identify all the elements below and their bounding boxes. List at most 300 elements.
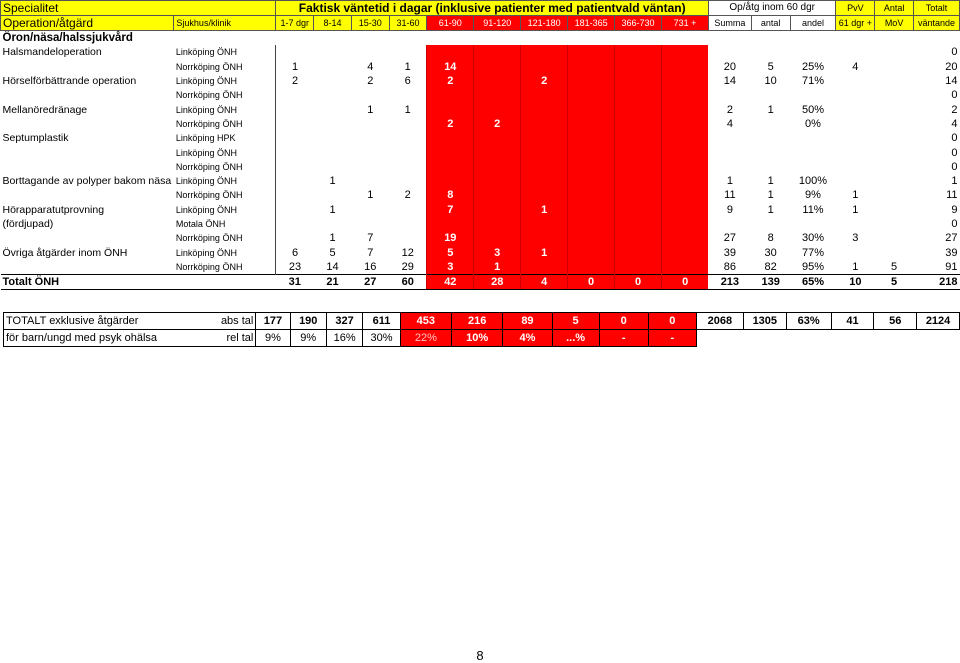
table-cell xyxy=(836,174,875,188)
table-cell xyxy=(708,45,751,59)
table-cell xyxy=(836,245,875,259)
table-cell xyxy=(615,245,662,259)
table-cell xyxy=(389,174,427,188)
summary-abs-cell: 216 xyxy=(452,313,503,330)
table-cell xyxy=(521,117,568,131)
table-cell xyxy=(568,160,615,174)
table-cell: 0% xyxy=(805,117,821,130)
table-cell: 10 xyxy=(764,75,777,88)
summary-abs-label: abs tal xyxy=(190,313,256,330)
table-cell xyxy=(615,88,662,102)
table-cell: 1 xyxy=(474,260,521,275)
summary-abs-cell: 63% xyxy=(786,313,831,330)
table-cell xyxy=(661,174,708,188)
table-cell xyxy=(708,160,751,174)
operation-name: Hörselförbättrande operation xyxy=(2,75,137,88)
table-cell xyxy=(661,145,708,159)
summary-abs-cell: 1305 xyxy=(743,313,786,330)
summary-abs-cell: 0 xyxy=(648,313,696,330)
table-cell xyxy=(314,188,352,202)
table-cell xyxy=(568,245,615,259)
table-cell: 39 xyxy=(945,246,958,259)
summary-rel-cell: - xyxy=(648,330,696,347)
table-cell xyxy=(351,203,389,217)
summary-abs-cell: 89 xyxy=(503,313,552,330)
table-cell: 20 xyxy=(945,60,958,73)
table-cell xyxy=(751,217,790,231)
table-cell xyxy=(474,203,521,217)
summary-line1: TOTALT exklusive åtgärder xyxy=(4,313,190,330)
table-cell xyxy=(351,160,389,174)
table-cell: 30% xyxy=(801,232,825,245)
table-cell xyxy=(427,145,474,159)
table-cell: 2 xyxy=(521,74,568,88)
table-cell xyxy=(615,217,662,231)
table-cell: 14 xyxy=(945,75,958,88)
summary-abs-cell: 2068 xyxy=(696,313,743,330)
table-cell xyxy=(276,117,314,131)
header-col: 181-365 xyxy=(568,16,615,31)
header-col: 1-7 dgr xyxy=(276,16,314,31)
table-cell: 16 xyxy=(364,260,377,273)
table-cell xyxy=(427,102,474,116)
empty-cell xyxy=(743,330,786,347)
operation-name xyxy=(1,117,174,131)
table-cell xyxy=(661,245,708,259)
table-cell xyxy=(875,74,914,88)
header-col: 61-90 xyxy=(427,16,474,31)
table-cell: 5 xyxy=(427,245,474,259)
table-cell xyxy=(661,60,708,74)
table-cell: 25% xyxy=(801,60,825,73)
table-cell: 1 xyxy=(767,203,774,216)
table-cell xyxy=(875,131,914,145)
operation-name xyxy=(1,88,174,102)
table-cell xyxy=(875,188,914,202)
table-row xyxy=(1,245,960,259)
summary-abs-cell: 2124 xyxy=(917,313,960,330)
header-col: 366-730 xyxy=(615,16,662,31)
table-cell xyxy=(615,188,662,202)
operation-name: Hörapparatutprovning xyxy=(2,203,105,216)
table-cell xyxy=(661,231,708,245)
table-cell xyxy=(836,145,875,159)
table-cell xyxy=(314,217,352,231)
table-cell: 0 xyxy=(951,218,958,230)
table-cell xyxy=(474,88,521,102)
table-cell: 2 xyxy=(276,74,314,88)
table-cell xyxy=(389,203,427,217)
table-cell: 1 xyxy=(852,203,859,216)
header-col: 91-120 xyxy=(474,16,521,31)
summary-abs-cell: 177 xyxy=(256,313,290,330)
table-cell: 1 xyxy=(852,189,859,202)
table-cell: 1 xyxy=(726,175,733,188)
table-row xyxy=(1,145,960,159)
total-cell: 21 xyxy=(314,275,352,290)
summary-rel-cell: ...% xyxy=(552,330,599,347)
table-cell xyxy=(875,231,914,245)
table-cell: 5 xyxy=(891,260,898,273)
clinic-name: Linköping HPK xyxy=(175,133,236,144)
table-cell xyxy=(314,160,352,174)
table-cell xyxy=(568,260,615,275)
table-cell xyxy=(521,174,568,188)
summary-rel-cell: 9% xyxy=(256,330,290,347)
table-cell xyxy=(521,188,568,202)
table-cell: 82 xyxy=(764,260,777,273)
operation-name: Övriga åtgärder inom ÖNH xyxy=(2,246,128,259)
clinic-name: Norrköping ÖNH xyxy=(175,190,243,201)
table-cell xyxy=(276,145,314,159)
header-opatg: Op/åtg inom 60 dgr xyxy=(708,1,836,16)
table-cell xyxy=(615,60,662,74)
table-cell xyxy=(474,131,521,145)
table-cell: 1 xyxy=(367,103,374,116)
table-cell xyxy=(521,260,568,275)
table-cell: 7 xyxy=(367,232,374,245)
empty-cell xyxy=(874,330,917,347)
table-cell xyxy=(389,117,427,131)
table-cell: 1 xyxy=(329,175,336,188)
table-cell xyxy=(568,217,615,231)
table-row xyxy=(1,45,960,59)
total-cell: 4 xyxy=(521,275,568,290)
table-cell xyxy=(661,160,708,174)
total-cell: 139 xyxy=(751,275,790,290)
table-cell xyxy=(568,145,615,159)
table-cell xyxy=(389,160,427,174)
table-cell xyxy=(751,160,790,174)
total-cell: 0 xyxy=(615,275,662,290)
table-cell: 1 xyxy=(329,232,336,245)
table-cell xyxy=(276,174,314,188)
header-col: 61 dgr + xyxy=(836,16,875,31)
table-cell xyxy=(790,145,836,159)
table-cell xyxy=(427,45,474,59)
table-cell xyxy=(521,60,568,74)
table-cell xyxy=(521,45,568,59)
table-cell xyxy=(875,245,914,259)
total-cell: 27 xyxy=(351,275,389,290)
table-cell xyxy=(276,231,314,245)
table-cell xyxy=(615,45,662,59)
table-cell: 27 xyxy=(723,232,736,245)
clinic-name: Linköping ÖNH xyxy=(175,147,237,158)
table-cell xyxy=(521,102,568,116)
table-cell: 1 xyxy=(852,260,859,273)
table-cell xyxy=(751,145,790,159)
summary-abs-cell: 190 xyxy=(290,313,326,330)
total-row xyxy=(1,275,960,290)
table-row xyxy=(1,117,960,131)
clinic-name: Linköping ÖNH xyxy=(175,176,237,187)
total-cell: 5 xyxy=(875,275,914,290)
table-cell xyxy=(790,45,836,59)
table-cell xyxy=(521,217,568,231)
table-cell xyxy=(314,45,352,59)
table-cell xyxy=(521,231,568,245)
table-cell xyxy=(568,74,615,88)
table-cell xyxy=(568,60,615,74)
table-cell xyxy=(389,231,427,245)
table-cell xyxy=(474,60,521,74)
clinic-name: Norrköping ÖNH xyxy=(175,161,243,172)
table-cell xyxy=(875,117,914,131)
total-cell: 218 xyxy=(913,275,959,290)
table-row xyxy=(1,74,960,88)
empty-cell xyxy=(786,330,831,347)
table-cell: 4 xyxy=(367,60,374,73)
summary-abs-row xyxy=(4,313,960,330)
empty-cell xyxy=(696,330,743,347)
operation-name xyxy=(1,188,174,202)
table-cell xyxy=(389,88,427,102)
header-col: 731 + xyxy=(661,16,708,31)
table-cell: 2 xyxy=(726,103,733,116)
table-cell xyxy=(615,174,662,188)
table-cell: 23 xyxy=(276,260,314,275)
table-cell xyxy=(661,131,708,145)
table-row xyxy=(1,188,960,202)
total-cell: 65% xyxy=(790,275,836,290)
table-cell xyxy=(276,217,314,231)
table-cell: 2 xyxy=(404,189,411,202)
table-cell xyxy=(427,217,474,231)
table-cell xyxy=(661,45,708,59)
table-cell: 39 xyxy=(723,246,736,259)
table-cell xyxy=(568,203,615,217)
table-cell: 0 xyxy=(951,46,958,59)
table-cell xyxy=(661,188,708,202)
table-cell xyxy=(568,45,615,59)
table-row xyxy=(1,260,960,275)
table-cell: 20 xyxy=(723,60,736,73)
table-cell xyxy=(389,45,427,59)
summary-rel-cell: 10% xyxy=(452,330,503,347)
operation-name: Septumplastik xyxy=(2,132,69,145)
table-row xyxy=(1,102,960,116)
table-cell xyxy=(276,102,314,116)
table-cell: 11% xyxy=(802,203,824,216)
table-cell xyxy=(875,203,914,217)
table-cell: 1 xyxy=(276,60,314,74)
table-cell xyxy=(790,217,836,231)
table-cell xyxy=(389,131,427,145)
section-title: Öron/näsa/halssjukvård xyxy=(2,32,133,45)
table-cell xyxy=(276,203,314,217)
table-cell xyxy=(708,131,751,145)
clinic-name: Norrköping ÖNH xyxy=(175,233,243,244)
table-cell: 11 xyxy=(946,189,958,202)
table-cell xyxy=(708,88,751,102)
clinic-name: Linköping ÖNH xyxy=(175,76,237,87)
table-cell: 86 xyxy=(723,260,736,273)
table-cell xyxy=(615,117,662,131)
header-col: MoV xyxy=(875,16,914,31)
table-cell: 1 xyxy=(767,103,774,116)
empty-cell xyxy=(917,330,960,347)
table-cell: 2 xyxy=(951,103,958,116)
table-cell: 1 xyxy=(404,60,411,73)
table-cell xyxy=(351,174,389,188)
operation-name xyxy=(1,260,174,275)
table-cell: 14 xyxy=(427,60,474,74)
table-row xyxy=(1,60,960,74)
table-cell: 1 xyxy=(951,175,958,188)
table-cell xyxy=(521,160,568,174)
table-cell xyxy=(875,145,914,159)
table-cell xyxy=(314,145,352,159)
table-cell xyxy=(661,203,708,217)
table-cell: 2 xyxy=(367,75,374,88)
table-cell xyxy=(351,131,389,145)
table-cell xyxy=(427,160,474,174)
table-cell xyxy=(314,131,352,145)
table-cell xyxy=(836,131,875,145)
header-col: väntande xyxy=(913,16,959,31)
table-cell xyxy=(836,88,875,102)
header-col: 15-30 xyxy=(351,16,389,31)
header-antal: Antal xyxy=(875,1,914,16)
summary-abs-cell: 5 xyxy=(552,313,599,330)
table-cell xyxy=(568,117,615,131)
table-cell xyxy=(875,174,914,188)
header-col: 121-180 xyxy=(521,16,568,31)
summary-abs-cell: 611 xyxy=(363,313,400,330)
table-cell: 0 xyxy=(951,89,958,102)
clinic-name: Norrköping ÖNH xyxy=(175,61,243,72)
table-cell xyxy=(474,145,521,159)
table-cell xyxy=(751,45,790,59)
table-cell: 7 xyxy=(427,203,474,217)
table-cell: 9 xyxy=(951,203,958,216)
table-cell xyxy=(615,260,662,275)
table-cell xyxy=(474,102,521,116)
summary-rel-cell: - xyxy=(599,330,648,347)
summary-table xyxy=(3,312,960,347)
operation-name xyxy=(1,60,174,74)
table-cell: 12 xyxy=(401,246,414,259)
table-row xyxy=(1,160,960,174)
table-cell xyxy=(568,188,615,202)
table-cell xyxy=(875,88,914,102)
table-cell xyxy=(661,102,708,116)
table-cell xyxy=(351,145,389,159)
table-cell: 27 xyxy=(945,232,958,245)
table-cell: 1 xyxy=(367,189,374,202)
table-cell: 0 xyxy=(951,160,958,173)
total-cell: 60 xyxy=(389,275,427,290)
table-cell xyxy=(314,74,352,88)
table-cell xyxy=(568,131,615,145)
header-row-2 xyxy=(1,16,960,31)
table-cell xyxy=(836,74,875,88)
header-faktisk-title: Faktisk väntetid i dagar (inklusive patienter med patientvald väntan) xyxy=(276,1,709,16)
summary-rel-row xyxy=(4,330,960,347)
operation-name: Halsmandeloperation xyxy=(2,46,102,59)
header-col: 31-60 xyxy=(389,16,427,31)
table-cell xyxy=(314,60,352,74)
total-cell: 31 xyxy=(276,275,314,290)
table-cell xyxy=(615,102,662,116)
table-cell xyxy=(276,160,314,174)
table-cell xyxy=(661,117,708,131)
clinic-name: Norrköping ÖNH xyxy=(175,90,243,101)
table-cell: 50% xyxy=(801,103,825,116)
table-cell: 0 xyxy=(951,146,958,159)
table-cell xyxy=(427,174,474,188)
table-row xyxy=(1,217,960,231)
table-cell: 1 xyxy=(329,203,336,216)
table-cell: 5 xyxy=(767,60,774,73)
summary-abs-cell: 327 xyxy=(326,313,362,330)
table-row xyxy=(1,88,960,102)
table-cell xyxy=(836,217,875,231)
table-cell xyxy=(474,174,521,188)
table-cell xyxy=(661,260,708,275)
table-cell xyxy=(615,160,662,174)
clinic-name: Linköping ÖNH xyxy=(175,247,237,258)
summary-rel-cell: 16% xyxy=(326,330,362,347)
table-cell xyxy=(875,60,914,74)
header-operation: Operation/åtgärd xyxy=(1,16,174,31)
table-cell: 1 xyxy=(767,175,774,188)
waiting-time-table xyxy=(0,0,960,290)
table-cell xyxy=(875,217,914,231)
table-row xyxy=(1,231,960,245)
summary-abs-cell: 453 xyxy=(400,313,451,330)
table-cell xyxy=(474,45,521,59)
table-cell xyxy=(351,217,389,231)
table-cell xyxy=(474,217,521,231)
table-cell xyxy=(351,88,389,102)
table-cell: 3 xyxy=(474,245,521,259)
table-cell: 3 xyxy=(427,260,474,275)
total-label: Totalt ÖNH xyxy=(1,275,276,290)
table-cell: 6 xyxy=(276,245,314,259)
table-cell: 14 xyxy=(326,260,339,273)
table-cell: 2 xyxy=(427,117,474,131)
table-row xyxy=(1,203,960,217)
table-cell xyxy=(314,117,352,131)
table-cell xyxy=(751,131,790,145)
table-cell: 14 xyxy=(723,75,736,88)
table-cell xyxy=(568,88,615,102)
table-cell xyxy=(751,88,790,102)
table-cell xyxy=(276,45,314,59)
table-cell: 8 xyxy=(427,188,474,202)
table-cell xyxy=(790,88,836,102)
operation-name: (fördjupad) xyxy=(2,218,54,230)
table-cell xyxy=(661,74,708,88)
table-cell xyxy=(389,217,427,231)
total-cell: 28 xyxy=(474,275,521,290)
clinic-name: Linköping ÖNH xyxy=(175,104,237,115)
clinic-name: Norrköping ÖNH xyxy=(175,261,243,272)
total-cell: 10 xyxy=(836,275,875,290)
empty-cell xyxy=(831,330,874,347)
table-cell xyxy=(474,160,521,174)
header-pvv: PvV xyxy=(836,1,875,16)
summary-rel-cell: 22% xyxy=(400,330,451,347)
table-cell xyxy=(474,74,521,88)
total-cell: 42 xyxy=(427,275,474,290)
operation-name: Borttagande av polyper bakom näsa xyxy=(2,175,172,188)
table-cell: 6 xyxy=(404,75,411,88)
clinic-name: Motala ÖNH xyxy=(175,219,226,229)
table-cell xyxy=(427,88,474,102)
